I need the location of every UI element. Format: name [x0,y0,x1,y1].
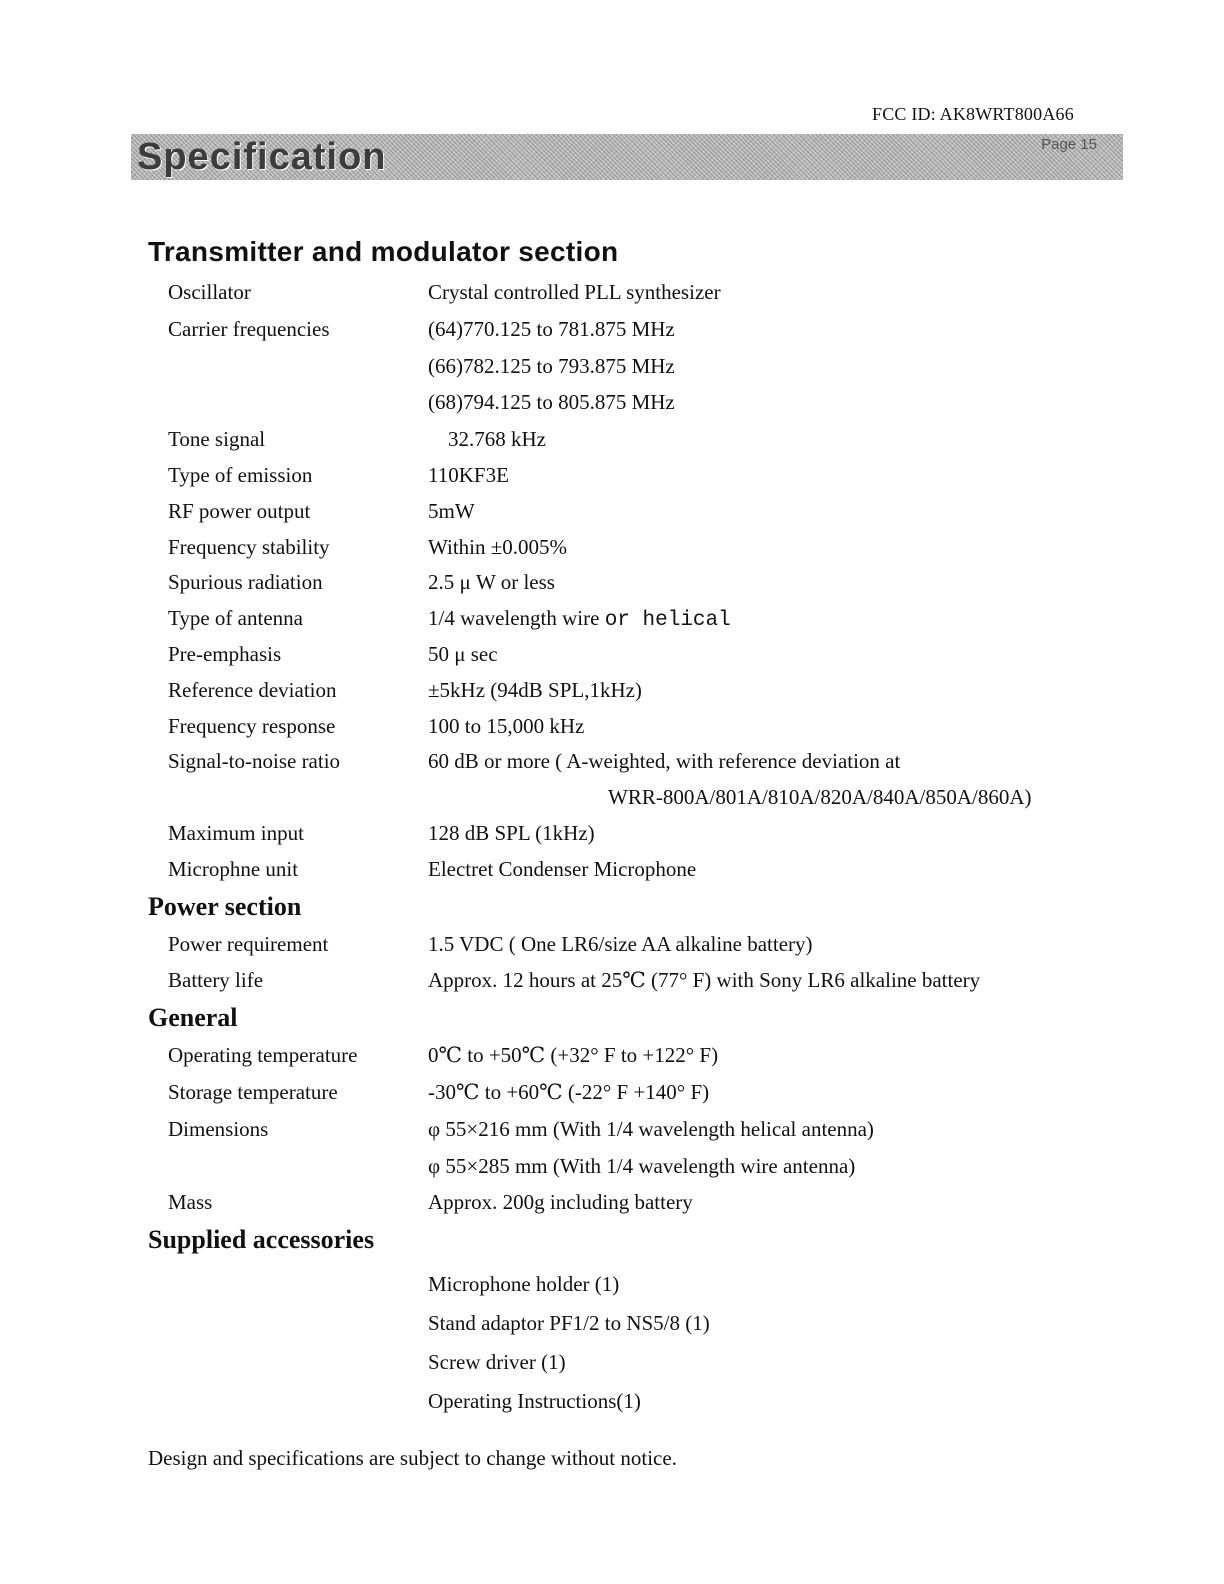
spec-value: 60 dB or more ( A-weighted, with reference deviation at [428,749,901,774]
heading-power: Power section [148,891,302,921]
spec-row-max-input [148,816,1148,852]
page-number: Page 15 [1041,136,1097,153]
spec-value: (68)794.125 to 805.875 MHz [428,390,675,415]
spec-value: φ 55×285 mm (With 1/4 wavelength wire antenna) [428,1153,856,1178]
spec-row-emission [148,458,1148,494]
heading-general: General [148,1003,238,1033]
section-banner [131,134,1123,180]
accessory-item [148,1304,1148,1343]
spec-label: Dimensions [168,1116,269,1141]
spec-value: 128 dB SPL (1kHz) [428,820,595,845]
heading-transmitter: Transmitter and modulator section [148,236,619,267]
spec-label: Power requirement [168,931,329,956]
spec-value: -30℃ to +60℃ (-22° F +140° F) [428,1079,710,1104]
spec-row-spurious [148,565,1148,601]
spec-label: Mass [168,1190,213,1215]
spec-value: 5mW [428,498,475,523]
spec-value: WRR-800A/801A/810A/820A/840A/850A/860A) [608,785,1032,810]
spec-row-dimensions [148,1111,1148,1148]
spec-row-battery-life [148,962,1148,999]
spec-row-power-requirement [148,926,1148,963]
spec-value: Approx. 12 hours at 25℃ (77° F) with Sony LR6 alkaline battery [428,968,981,993]
spec-row-rf-power [148,494,1148,530]
spec-row-snr-cont [148,780,1148,816]
spec-row-carrier-2 [148,348,1148,385]
fcc-id: FCC ID: AK8WRT800A66 [872,104,1074,124]
spec-label: Type of emission [168,462,313,487]
spec-row-antenna [148,601,1148,637]
accessory-value: Operating Instructions(1) [428,1389,641,1414]
antenna-value: 1/4 wavelength wire [428,606,600,631]
spec-label: Type of antenna [168,606,303,631]
spec-row-op-temp [148,1037,1148,1074]
spec-label: Battery life [168,968,264,993]
spec-row-oscillator [148,274,1148,311]
spec-value: Approx. 200g including battery [428,1190,693,1215]
spec-label: Oscillator [168,280,251,304]
spec-label: Operating temperature [168,1043,358,1068]
accessory-item [148,1265,1148,1304]
spec-value: 1.5 VDC ( One LR6/size AA alkaline battery) [428,931,813,956]
spec-value: ±5kHz (94dB SPL,1kHz) [428,677,642,702]
spec-value: Electret Condenser Microphone [428,856,697,881]
accessory-value: Stand adaptor PF1/2 to NS5/8 (1) [428,1311,710,1336]
spec-row-tone [148,421,1148,458]
spec-content [148,230,1148,1421]
spec-row-carrier-3 [148,384,1148,421]
spec-label: Storage temperature [168,1079,338,1104]
disclaimer: Design and specifications are subject to change without notice. [148,1446,677,1470]
spec-label: Spurious radiation [168,570,323,595]
spec-row-ref-deviation [148,673,1148,709]
spec-label: Reference deviation [168,677,337,702]
spec-row-mic-unit [148,852,1148,888]
spec-row-preemphasis [148,637,1148,673]
spec-label: Maximum input [168,820,304,845]
accessory-value: Microphone holder (1) [428,1272,620,1297]
heading-accessories: Supplied accessories [148,1225,375,1255]
spec-label: Signal-to-noise ratio [168,749,341,774]
spec-label: Microphne unit [168,856,299,881]
spec-value [428,601,1148,637]
spec-row-carrier [148,311,1148,348]
spec-value: 2.5 μ W or less [428,570,555,595]
spec-value: 100 to 15,000 kHz [428,713,585,738]
spec-label: Carrier frequencies [168,316,330,341]
spec-label: Frequency response [168,713,336,738]
spec-value: 32.768 kHz [448,427,546,452]
spec-row-dimensions-2 [148,1148,1148,1185]
spec-value: (64)770.125 to 781.875 MHz [428,316,675,341]
spec-row-freq-response [148,709,1148,745]
accessory-item [148,1343,1148,1382]
spec-label: Tone signal [168,427,266,452]
spec-value: Within ±0.005% [428,534,568,559]
spec-value: (66)782.125 to 793.875 MHz [428,353,675,378]
spec-value: 0℃ to +50℃ (+32° F to +122° F) [428,1043,719,1068]
spec-value: φ 55×216 mm (With 1/4 wavelength helical antenna) [428,1116,874,1141]
banner-title: Specification [137,136,387,178]
accessory-value: Screw driver (1) [428,1350,566,1375]
spec-label: RF power output [168,498,311,523]
spec-row-freq-stability [148,530,1148,566]
spec-value: Crystal controlled PLL synthesizer [428,280,721,304]
spec-value: 110KF3E [428,462,509,487]
antenna-value-alt: or helical [604,609,731,633]
spec-row-storage-temp [148,1074,1148,1111]
spec-row-snr [148,744,1148,780]
spec-row-mass [148,1184,1148,1221]
spec-label: Pre-emphasis [168,641,282,666]
accessory-item [148,1382,1148,1421]
spec-label: Frequency stability [168,534,330,559]
spec-value: 50 μ sec [428,641,498,666]
